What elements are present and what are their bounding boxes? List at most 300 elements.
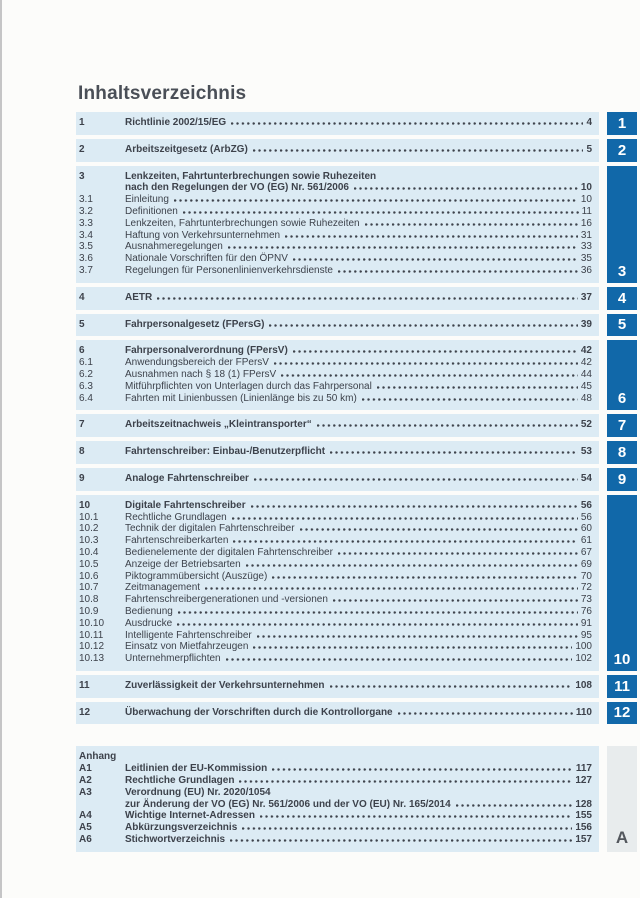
toc-entry-title: Fahrtenschreiber: Einbau-/Benutzerpflicht [125, 446, 326, 458]
chapter-tab-label: 9 [617, 470, 627, 488]
toc-entry-number: 7 [79, 419, 85, 431]
dot-leader [260, 815, 572, 818]
toc-entry-titles [125, 117, 592, 129]
toc-entry-page: 117 [575, 763, 592, 775]
toc-entry-page: 69 [580, 558, 592, 570]
toc-entry-title: Fahrten mit Linienbussen (Linienlänge bis zu 50 km) [125, 392, 357, 404]
toc-entry-title: Wichtige Internet-Adressen [125, 810, 255, 822]
dot-leader [239, 780, 572, 783]
toc-entry-titles [125, 230, 592, 242]
toc-entry-line [125, 206, 592, 218]
toc-entry-line [125, 582, 592, 594]
toc-entry-line [125, 292, 592, 304]
toc-entry-number: A1 [79, 763, 92, 775]
toc-entry-titles [125, 218, 592, 230]
toc-entry-page: 91 [580, 617, 592, 629]
toc-entry-title: Überwachung der Vorschriften durch die Kontrollorgane [125, 706, 393, 718]
toc-entry-line [125, 253, 592, 265]
toc-entry-titles [125, 419, 592, 431]
chapter-tab-6 [607, 340, 637, 410]
dot-leader [183, 211, 579, 214]
toc-entry-titles [125, 680, 592, 692]
toc-entry-title: Leitlinien der EU-Kommission [125, 763, 268, 775]
toc-row [79, 369, 592, 381]
toc-entry-number: 4 [79, 291, 85, 303]
toc-row [79, 630, 592, 642]
toc-entry-title: Piktogrammübersicht (Auszüge) [125, 570, 268, 582]
toc-entry-number: A2 [79, 775, 92, 787]
toc-entry-titles [125, 241, 592, 253]
dot-leader [398, 712, 573, 715]
dot-leader [338, 270, 578, 273]
toc-row [79, 582, 592, 594]
chapter-tab-8 [607, 441, 637, 464]
toc-band [76, 314, 599, 337]
toc-entry-page: 70 [580, 570, 592, 582]
toc-entry-line [125, 707, 592, 719]
dot-leader [354, 187, 578, 190]
toc-entry-page: 36 [580, 264, 592, 276]
toc-entry-title: Anwendungsbereich der FPersV [125, 357, 269, 369]
toc-entry-number: 2 [79, 143, 85, 155]
toc-entry-title: Fahrpersonalverordnung (FPersV) [125, 345, 288, 357]
toc-entry-title: Stichwortverzeichnis [125, 834, 226, 846]
toc-band [76, 441, 599, 464]
toc-entry-number: 10.12 [79, 641, 105, 653]
toc-row [79, 357, 592, 369]
toc-sections [76, 112, 637, 852]
toc-row [79, 171, 592, 195]
toc-row [79, 763, 592, 775]
toc-entry-number: A4 [79, 810, 92, 822]
toc-entry-number: 12 [79, 706, 91, 718]
toc-entry-page: 44 [580, 368, 592, 380]
toc-entry-page: 48 [580, 392, 592, 404]
toc-entry-line [125, 594, 592, 606]
toc-entry-line [125, 680, 592, 692]
toc-section [76, 139, 637, 162]
scan-edge-artifact [0, 0, 2, 898]
chapter-tab-label: 1 [617, 114, 627, 132]
toc-row [79, 535, 592, 547]
toc-entry-page: 108 [575, 679, 592, 691]
toc-entry-page: 39 [580, 318, 592, 330]
toc-entry-line [125, 500, 592, 512]
toc-entry-line [125, 559, 592, 571]
toc-entry-number: 10.9 [79, 605, 99, 617]
toc-entry-title: Verordnung (EU) Nr. 2020/1054 [125, 786, 271, 798]
toc-row [79, 194, 592, 206]
dot-leader [233, 540, 577, 543]
toc-entry-line [125, 810, 592, 822]
dot-leader [362, 398, 578, 401]
toc-entry-line [125, 473, 592, 485]
toc-row [79, 834, 592, 846]
toc-row [79, 751, 592, 763]
toc-entry-titles [125, 381, 592, 393]
toc-entry-line [125, 194, 592, 206]
toc-entry-number: 3.5 [79, 241, 93, 253]
toc-section [76, 287, 637, 310]
toc-entry-titles [125, 834, 592, 846]
toc-entry-page: 11 [581, 205, 592, 217]
dot-leader [177, 623, 578, 626]
dot-leader [300, 528, 578, 531]
toc-entry-titles [125, 473, 592, 485]
toc-entry-page: 128 [575, 798, 592, 810]
toc-entry-title: nach den Regelungen der VO (EG) Nr. 561/2006 [125, 182, 349, 194]
chapter-tab-label: 3 [617, 262, 627, 280]
toc-entry-number: 3.2 [79, 205, 93, 217]
toc-entry-number: Anhang [79, 751, 117, 763]
toc-entry-title: Zuverlässigkeit der Verkehrsunternehmen [125, 679, 325, 691]
toc-entry-titles [125, 144, 592, 156]
toc-row [79, 144, 592, 156]
toc-entry-title: Ausnahmeregelungen [125, 241, 223, 253]
toc-entry-page: 56 [580, 499, 592, 511]
toc-entry-number: 6.3 [79, 380, 93, 392]
toc-entry-title: Intelligente Fahrtenschreiber [125, 629, 252, 641]
toc-entry-page: 60 [580, 523, 592, 535]
toc-entry-number: 9 [79, 472, 85, 484]
toc-entry-page: 4 [586, 117, 592, 128]
toc-entry-titles [125, 822, 592, 834]
toc-entry-titles [125, 206, 592, 218]
toc-entry-page: 10 [580, 194, 592, 206]
toc-row [79, 559, 592, 571]
toc-entry-line [125, 606, 592, 618]
toc-entry-titles [125, 446, 592, 458]
toc-entry-titles [125, 523, 592, 535]
toc-entry-number: A3 [79, 786, 92, 798]
toc-entry-titles [125, 253, 592, 265]
toc-row [79, 571, 592, 583]
toc-row [79, 473, 592, 485]
toc-entry-page: 72 [580, 582, 592, 594]
toc-entry-title: Einsatz von Mietfahrzeugen [125, 641, 249, 653]
dot-leader [456, 804, 573, 807]
dot-leader [253, 646, 572, 649]
toc-row [79, 241, 592, 253]
toc-entry-page: 61 [580, 535, 592, 547]
toc-row [79, 618, 592, 630]
toc-entry-title: Haftung von Verkehrsunternehmen [125, 229, 281, 241]
dot-leader [242, 827, 572, 830]
dot-leader [365, 223, 578, 226]
chapter-tab-label: 10 [613, 650, 631, 668]
toc-entry-line [125, 381, 592, 393]
toc-row [79, 594, 592, 606]
toc-entry-line [125, 171, 592, 183]
toc-row [79, 381, 592, 393]
toc-entry-title: Analoge Fahrtenschreiber [125, 472, 249, 484]
toc-entry-title: Bedienung [125, 605, 173, 617]
toc-row [79, 230, 592, 242]
toc-band [76, 112, 599, 135]
toc-band [76, 340, 599, 410]
toc-entry-titles [125, 265, 592, 277]
dot-leader [272, 768, 573, 771]
toc-entry-page: 16 [580, 217, 592, 229]
toc-entry-page: 5 [586, 143, 592, 155]
dot-leader [285, 235, 578, 238]
toc-row [79, 253, 592, 265]
toc-row [79, 653, 592, 665]
chapter-tab-12 [607, 702, 637, 725]
toc-entry-number: 6.1 [79, 357, 93, 369]
toc-band [76, 139, 599, 162]
toc-entry-titles [125, 787, 592, 811]
toc-entry-title: Rechtliche Grundlagen [125, 511, 227, 523]
toc-row [79, 419, 592, 431]
toc-entry-title: Bedienelemente der digitalen Fahrtenschreiber [125, 546, 333, 558]
toc-entry-number: 6 [79, 345, 85, 357]
toc-entry-titles [125, 606, 592, 618]
toc-entry-line [125, 799, 592, 811]
toc-entry-page: 157 [575, 834, 592, 846]
dot-leader [293, 350, 578, 353]
toc-band [76, 675, 599, 698]
toc-section [76, 314, 637, 337]
toc-entry-line [125, 182, 592, 194]
toc-entry-line [125, 218, 592, 230]
toc-entry-line [125, 653, 592, 665]
toc-entry-number: 3.3 [79, 217, 93, 229]
toc-row [79, 523, 592, 535]
chapter-tab-10 [607, 495, 637, 671]
toc-row [79, 680, 592, 692]
toc-entry-page: 10 [580, 182, 592, 194]
chapter-tab-label: 7 [617, 417, 627, 435]
dot-leader [293, 258, 578, 261]
toc-entry-number: 6.2 [79, 368, 93, 380]
chapter-tab-label: 12 [613, 704, 631, 722]
toc-entry-title: Ausnahmen nach § 18 (1) FPersV [125, 368, 277, 380]
chapter-tab-label: 8 [617, 443, 627, 461]
toc-entry-number: 3.6 [79, 253, 93, 265]
toc-entry-page: 42 [580, 345, 592, 357]
toc-entry-line [125, 822, 592, 834]
toc-entry-title: Mitführpflichten von Unterlagen durch das Fahrpersonal [125, 380, 372, 392]
dot-leader [230, 839, 572, 842]
toc-section [76, 441, 637, 464]
toc-entry-line [125, 523, 592, 535]
toc-row [79, 319, 592, 331]
toc-entry-title: Digitale Fahrtenschreiber [125, 499, 246, 511]
toc-entry-titles [125, 535, 592, 547]
toc-entry-titles [125, 357, 592, 369]
toc-entry-number: 3.7 [79, 264, 93, 276]
dot-leader [174, 199, 578, 202]
toc-entry-titles [125, 345, 592, 357]
toc-entry-page: 156 [575, 822, 592, 834]
toc-row [79, 822, 592, 834]
toc-entry-number: 10.8 [79, 594, 99, 606]
toc-entry-title: Nationale Vorschriften für den ÖPNV [125, 253, 288, 265]
toc-entry-titles [125, 559, 592, 571]
toc-entry-page: 95 [580, 629, 592, 641]
toc-row [79, 218, 592, 230]
dot-leader [317, 424, 578, 427]
toc-entry-line [125, 630, 592, 642]
toc-entry-number: A5 [79, 822, 92, 834]
toc-entry-line [125, 618, 592, 630]
chapter-tab-label: 11 [614, 677, 630, 695]
toc-section [76, 746, 637, 851]
toc-entry-title: zur Änderung der VO (EG) Nr. 561/2006 und der VO (EU) Nr. 165/2014 [125, 798, 451, 810]
toc-entry-line [125, 117, 592, 129]
toc-entry-line [125, 787, 592, 799]
toc-section [76, 675, 637, 698]
toc-entry-titles [125, 319, 592, 331]
toc-entry-page: 56 [580, 511, 592, 523]
toc-entry-titles [125, 393, 592, 405]
toc-entry-page: 73 [580, 594, 592, 606]
dot-leader [253, 149, 584, 152]
toc-band [76, 495, 599, 671]
toc-entry-number: 3.1 [79, 194, 93, 206]
toc-band [76, 287, 599, 310]
toc-entry-line [125, 230, 592, 242]
toc-entry-line [125, 241, 592, 253]
toc-entry-number: 8 [79, 446, 85, 458]
toc-entry-page: 76 [580, 605, 592, 617]
chapter-tab-label: A [615, 827, 629, 847]
toc-entry-number: 3.4 [79, 229, 93, 241]
dot-leader [251, 505, 578, 508]
toc-entry-title: Arbeitszeitnachweis „Kleintransporter“ [125, 419, 312, 431]
toc-entry-number: 10.10 [79, 617, 105, 629]
toc-row [79, 512, 592, 524]
toc-entry-titles [125, 571, 592, 583]
toc-entry-titles [125, 594, 592, 606]
toc-band [76, 166, 599, 283]
toc-row [79, 206, 592, 218]
toc-row [79, 606, 592, 618]
toc-entry-page: 53 [580, 446, 592, 458]
toc-row [79, 787, 592, 811]
toc-entry-titles [125, 707, 592, 719]
toc-entry-line [125, 369, 592, 381]
toc-entry-line [125, 547, 592, 559]
dot-leader [269, 324, 577, 327]
toc-row [79, 707, 592, 719]
toc-entry-titles [125, 369, 592, 381]
toc-entry-number: 10.3 [79, 535, 99, 547]
dot-leader [246, 564, 578, 567]
toc-section [76, 495, 637, 671]
chapter-tab-3 [607, 166, 637, 283]
toc-entry-page: 155 [575, 810, 592, 822]
toc-entry-line [125, 641, 592, 653]
toc-entry-line [125, 419, 592, 431]
chapter-tab-11 [607, 675, 637, 698]
dot-leader [228, 246, 578, 249]
dot-leader [178, 611, 578, 614]
toc-row [79, 641, 592, 653]
toc-entry-title: Lenkzeiten, Fahrtunterbrechungen sowie Ruhezeiten [125, 217, 360, 229]
toc-entry-page: 110 [575, 706, 592, 718]
toc-entry-number: 10.7 [79, 582, 99, 594]
toc-entry-number: 10 [79, 499, 91, 511]
toc-entry-line [125, 393, 592, 405]
dot-leader [257, 635, 578, 638]
toc-entry-page: 100 [575, 641, 592, 653]
dot-leader [330, 451, 578, 454]
chapter-tab-label: 6 [617, 390, 627, 408]
toc-entry-number: 11 [79, 679, 90, 691]
toc-entry-page: 52 [580, 419, 592, 431]
dot-leader [274, 362, 578, 365]
toc-entry-line [125, 144, 592, 156]
toc-entry-number: 3 [79, 170, 85, 182]
toc-entry-number: 10.6 [79, 570, 99, 582]
toc-entry-line [125, 763, 592, 775]
toc-entry-titles [125, 810, 592, 822]
chapter-tab-label: 4 [617, 289, 627, 307]
toc-entry-title: Unternehmerpflichten [125, 653, 221, 665]
toc-entry-page: 35 [580, 253, 592, 265]
toc-entry-page: 31 [580, 229, 592, 241]
toc-section [76, 340, 637, 410]
toc-row [79, 500, 592, 512]
toc-entry-title: Ausdrucke [125, 617, 173, 629]
chapter-tab-label: 5 [617, 316, 627, 334]
toc-entry-title: Anzeige der Betriebsarten [125, 558, 241, 570]
chapter-tab-4 [607, 287, 637, 310]
toc-entry-line [125, 834, 592, 846]
toc-entry-page: 54 [580, 472, 592, 484]
toc-entry-page: 102 [575, 653, 592, 665]
toc-entry-line [125, 345, 592, 357]
chapter-tab-1 [607, 112, 637, 135]
toc-entry-page: 127 [575, 775, 592, 787]
toc-entry-title: Zeitmanagement [125, 582, 201, 594]
toc-row [79, 292, 592, 304]
toc-entry-number: 5 [79, 318, 85, 330]
toc-entry-title: Lenkzeiten, Fahrtunterbrechungen sowie Ruhezeiten [125, 170, 377, 182]
toc-entry-page: 37 [580, 291, 592, 303]
toc-entry-number: 10.1 [79, 511, 99, 523]
toc-entry-line [125, 512, 592, 524]
toc-entry-titles [125, 775, 592, 787]
toc-entry-number: 10.4 [79, 546, 99, 558]
toc-entry-titles [125, 194, 592, 206]
toc-entry-titles [125, 500, 592, 512]
toc-row [79, 547, 592, 559]
toc-row [79, 265, 592, 277]
toc-entry-number: 10.2 [79, 523, 99, 535]
toc-entry-line [125, 571, 592, 583]
toc-entry-page: 67 [580, 546, 592, 558]
toc-entry-page: 33 [580, 241, 592, 253]
toc-entry-line [125, 446, 592, 458]
toc-entry-number: A6 [79, 834, 92, 846]
toc-entry-titles [125, 641, 592, 653]
toc-entry-line [125, 357, 592, 369]
toc-section [76, 702, 637, 725]
toc-entry-title: Definitionen [125, 205, 178, 217]
toc-entry-title: Rechtliche Grundlagen [125, 775, 235, 787]
dot-leader [226, 658, 573, 661]
toc-band [76, 746, 599, 851]
dot-leader [232, 517, 578, 520]
toc-section [76, 468, 637, 491]
toc-band [76, 414, 599, 437]
toc-entry-number: 1 [79, 117, 85, 128]
toc-entry-title: Abkürzungsverzeichnis [125, 822, 238, 834]
toc-entry-title: Richtlinie 2002/15/EG [125, 117, 227, 128]
